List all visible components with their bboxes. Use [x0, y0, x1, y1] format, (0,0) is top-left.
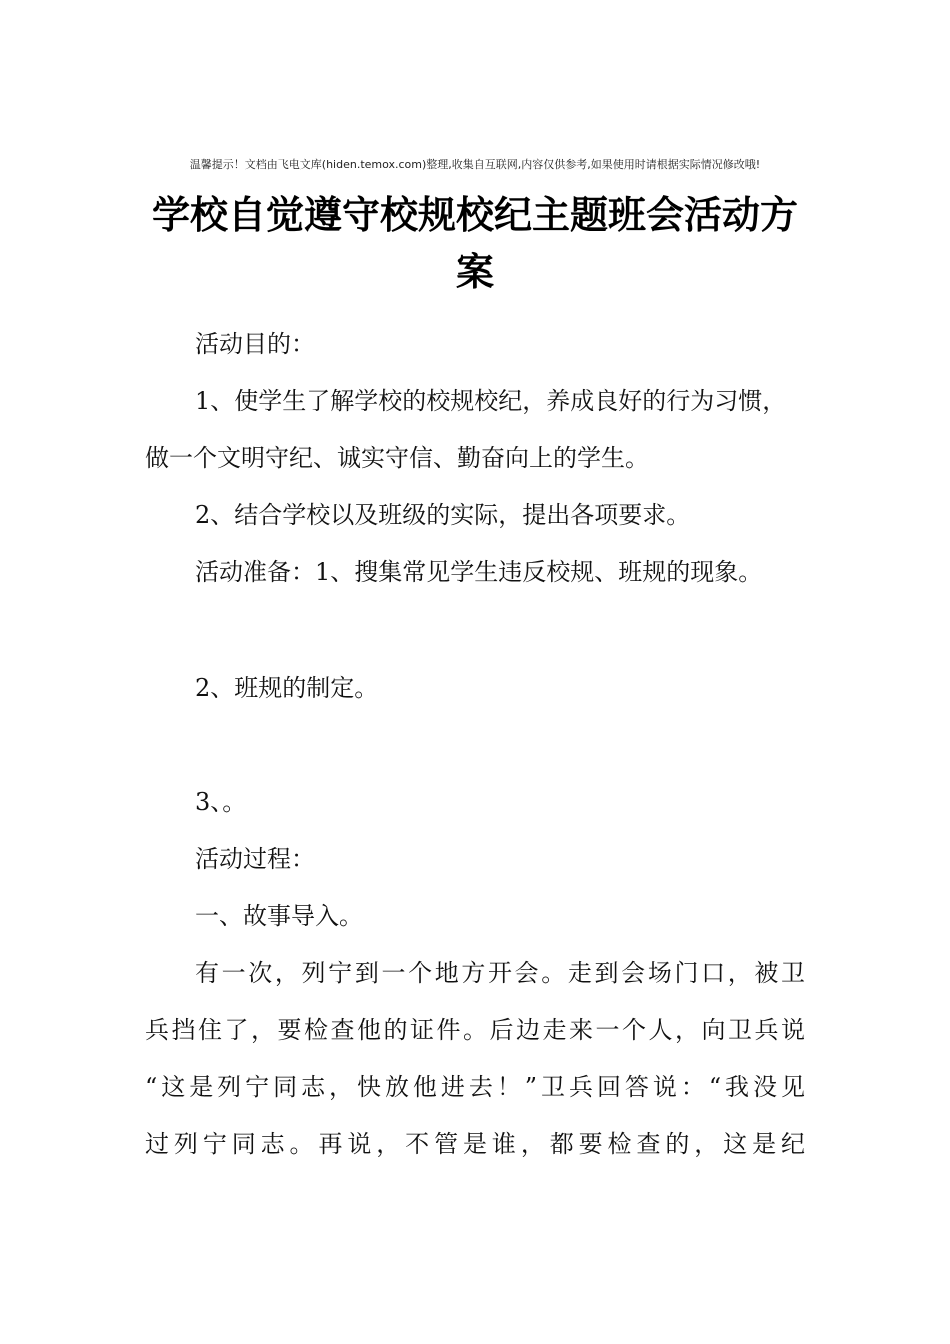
paragraph-line: 有一次，列宁到一个地方开会。走到会场门口，被卫 [195, 959, 805, 987]
paragraph-line: 2、结合学校以及班级的实际，提出各项要求。 [195, 501, 691, 529]
paragraph-line: 兵挡住了，要检查他的证件。后边走来一个人，向卫兵说 [145, 1016, 805, 1044]
paragraph-line: 做一个文明守纪、诚实守信、勤奋向上的学生。 [145, 444, 649, 472]
download-notice: 温馨提示！文档由飞电文库(hiden.temox.com)整理,收集自互联网,内容仅供参考,如果使用时请根据实际情况修改哦! [189, 158, 761, 171]
paragraph-line: 过列宁同志。再说，不管是谁，都要检查的，这是纪 [145, 1130, 805, 1158]
section-heading-purpose: 活动目的： [195, 330, 315, 358]
subsection-heading: 一、故事导入。 [195, 902, 363, 930]
paragraph-line: 2、班规的制定。 [195, 674, 379, 702]
document-title: 学校自觉遵守校规校纪主题班会活动方 [151, 192, 798, 237]
paragraph-line: 1、使学生了解学校的校规校纪，养成良好的行为习惯， [195, 387, 787, 415]
paragraph-line: “这是列宁同志，快放他进去！”卫兵回答说：“我没见 [145, 1073, 805, 1101]
document-title-continued: 案 [455, 249, 494, 294]
section-heading-process: 活动过程： [195, 845, 315, 873]
section-heading-preparation: 活动准备：1、搜集常见学生违反校规、班规的现象。 [195, 558, 763, 586]
paragraph-line: 3、。 [195, 788, 247, 816]
